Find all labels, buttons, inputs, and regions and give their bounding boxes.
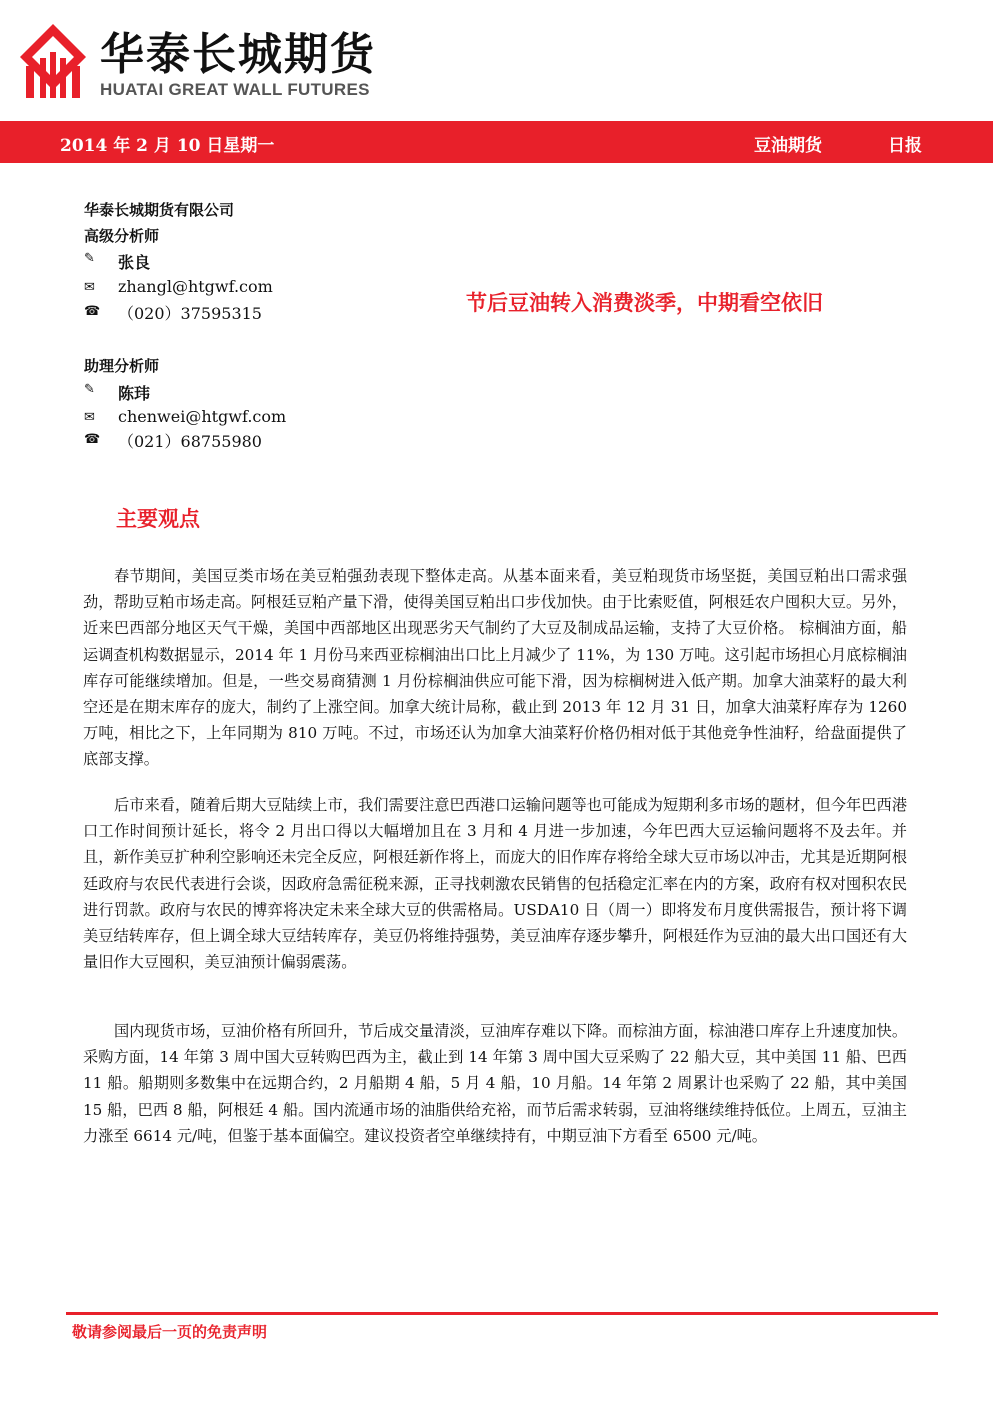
brand-name-cn: 华泰长城期货 — [100, 29, 376, 80]
senior-analyst-name: 张良 — [118, 253, 151, 272]
huatai-logo-icon — [18, 22, 88, 100]
report-banner — [0, 121, 993, 163]
paragraph: 后市来看，随着后期大豆陆续上市，我们需要注意巴西港口运输问题等也可能成为短期利多市场的题材，但今年巴西港口工作时间预计延长，将令 2 月出口得以大幅增加且在 3 月和 4 月进一步加速，今年巴西大豆运输问题将不及去年。并且，新作美豆扩种利空影响还未完全反应，阿根廷新作将上，而庞大的旧作库存将给全球大豆市场以冲击，尤其是近期阿根廷政府与农民代表进行会谈，因政府急需征税来源，正寻找刺激农民销售的包括稳定汇率在内的方案，政府有权对囤积农民进行罚款。政府与农民的博弈将决定未来全球大豆的供需格局。USDA10 日（周一）即将发布月度供需报告，预计将下调美豆结转库存，但上调全球大豆结转库存，美豆仍将维持强势，美豆油库存逐步攀升，阿根廷作为豆油的最大出口国还有大量旧作大豆囤积，美豆油预计偏弱震荡。 — [83, 796, 907, 972]
edit-icon: ✎ — [84, 382, 95, 397]
brand-name-en: HUATAI GREAT WALL FUTURES — [100, 80, 370, 99]
assistant-analyst-phone: （021）68755980 — [118, 432, 262, 451]
footer-divider — [66, 1312, 938, 1315]
senior-analyst-title: 高级分析师 — [84, 227, 160, 245]
report-type: 日报 — [888, 136, 922, 156]
telephone-icon: ☎ — [84, 432, 101, 447]
company-name: 华泰长城期货有限公司 — [84, 201, 235, 219]
senior-analyst-phone: （020）37595315 — [118, 304, 262, 323]
product-name: 豆油期货 — [754, 136, 822, 156]
edit-icon: ✎ — [84, 251, 95, 266]
section-title: 主要观点 — [116, 506, 200, 531]
assistant-analyst-title: 助理分析师 — [84, 357, 160, 375]
assistant-analyst-email[interactable]: chenwei@htgwf.com — [118, 407, 287, 426]
envelope-icon: ✉ — [84, 280, 95, 295]
senior-analyst-email[interactable]: zhangl@htgwf.com — [118, 277, 273, 296]
report-headline: 节后豆油转入消费淡季，中期看空依旧 — [466, 290, 823, 315]
disclaimer-link[interactable]: 敬请参阅最后一页的免责声明 — [72, 1323, 268, 1341]
paragraph: 国内现货市场，豆油价格有所回升，节后成交量清淡，豆油库存难以下降。而棕油方面，棕油港口库存上升速度加快。采购方面，14 年第 3 周中国大豆转购巴西为主，截止到 14 年第 3 周中国大豆采购了 22 船大豆，其中美国 11 船、巴西 11 船。船期则多数集中在远期合约，2 月船期 4 船，5 月 4 船，10 月船。14 年第 2 周累计也采购了 22 船，其中美国 15 船，巴西 8 船，阿根廷 4 船。国内流通市场的油脂供给充裕，而节后需求转弱，豆油将继续维持低位。上周五，豆油主力涨至 6614 元/吨，但鉴于基本面偏空。建议投资者空单继续持有，中期豆油下方看至 6500 元/吨。 — [83, 1022, 907, 1145]
report-date: 2014 年 2 月 10 日星期一 — [60, 136, 275, 156]
assistant-analyst-name: 陈玮 — [118, 384, 151, 403]
paragraph: 春节期间，美国豆类市场在美豆粕强劲表现下整体走高。从基本面来看，美豆粕现货市场坚挺，美国豆粕出口需求强劲，帮助豆粕市场走高。阿根廷豆粕产量下滑，使得美国豆粕出口步伐加快。由于比索贬值，阿根廷农户囤积大豆。另外，近来巴西部分地区天气干燥，美国中西部地区出现恶劣天气制约了大豆及制成品运输，支持了大豆价格。 棕榈油方面，船运调查机构数据显示，2014 年 1 月份马来西亚棕榈油出口比上月减少了 11%，为 130 万吨。这引起市场担心月底棕榈油库存可能继续增加。但是，一些交易商猜测 1 月份棕榈油供应可能下滑，因为棕榈树进入低产期。加拿大油菜籽的最大利空还是在期末库存的庞大，制约了上涨空间。加拿大统计局称，截止到 2013 年 12 月 31 日，加拿大油菜籽库存为 1260 万吨，相比之下，上年同期为 810 万吨。不过，市场还认为加拿大油菜籽价格仍相对低于其他竞争性油籽，给盘面提供了底部支撑。 — [83, 567, 907, 769]
envelope-icon: ✉ — [84, 410, 95, 425]
telephone-icon: ☎ — [84, 304, 101, 319]
